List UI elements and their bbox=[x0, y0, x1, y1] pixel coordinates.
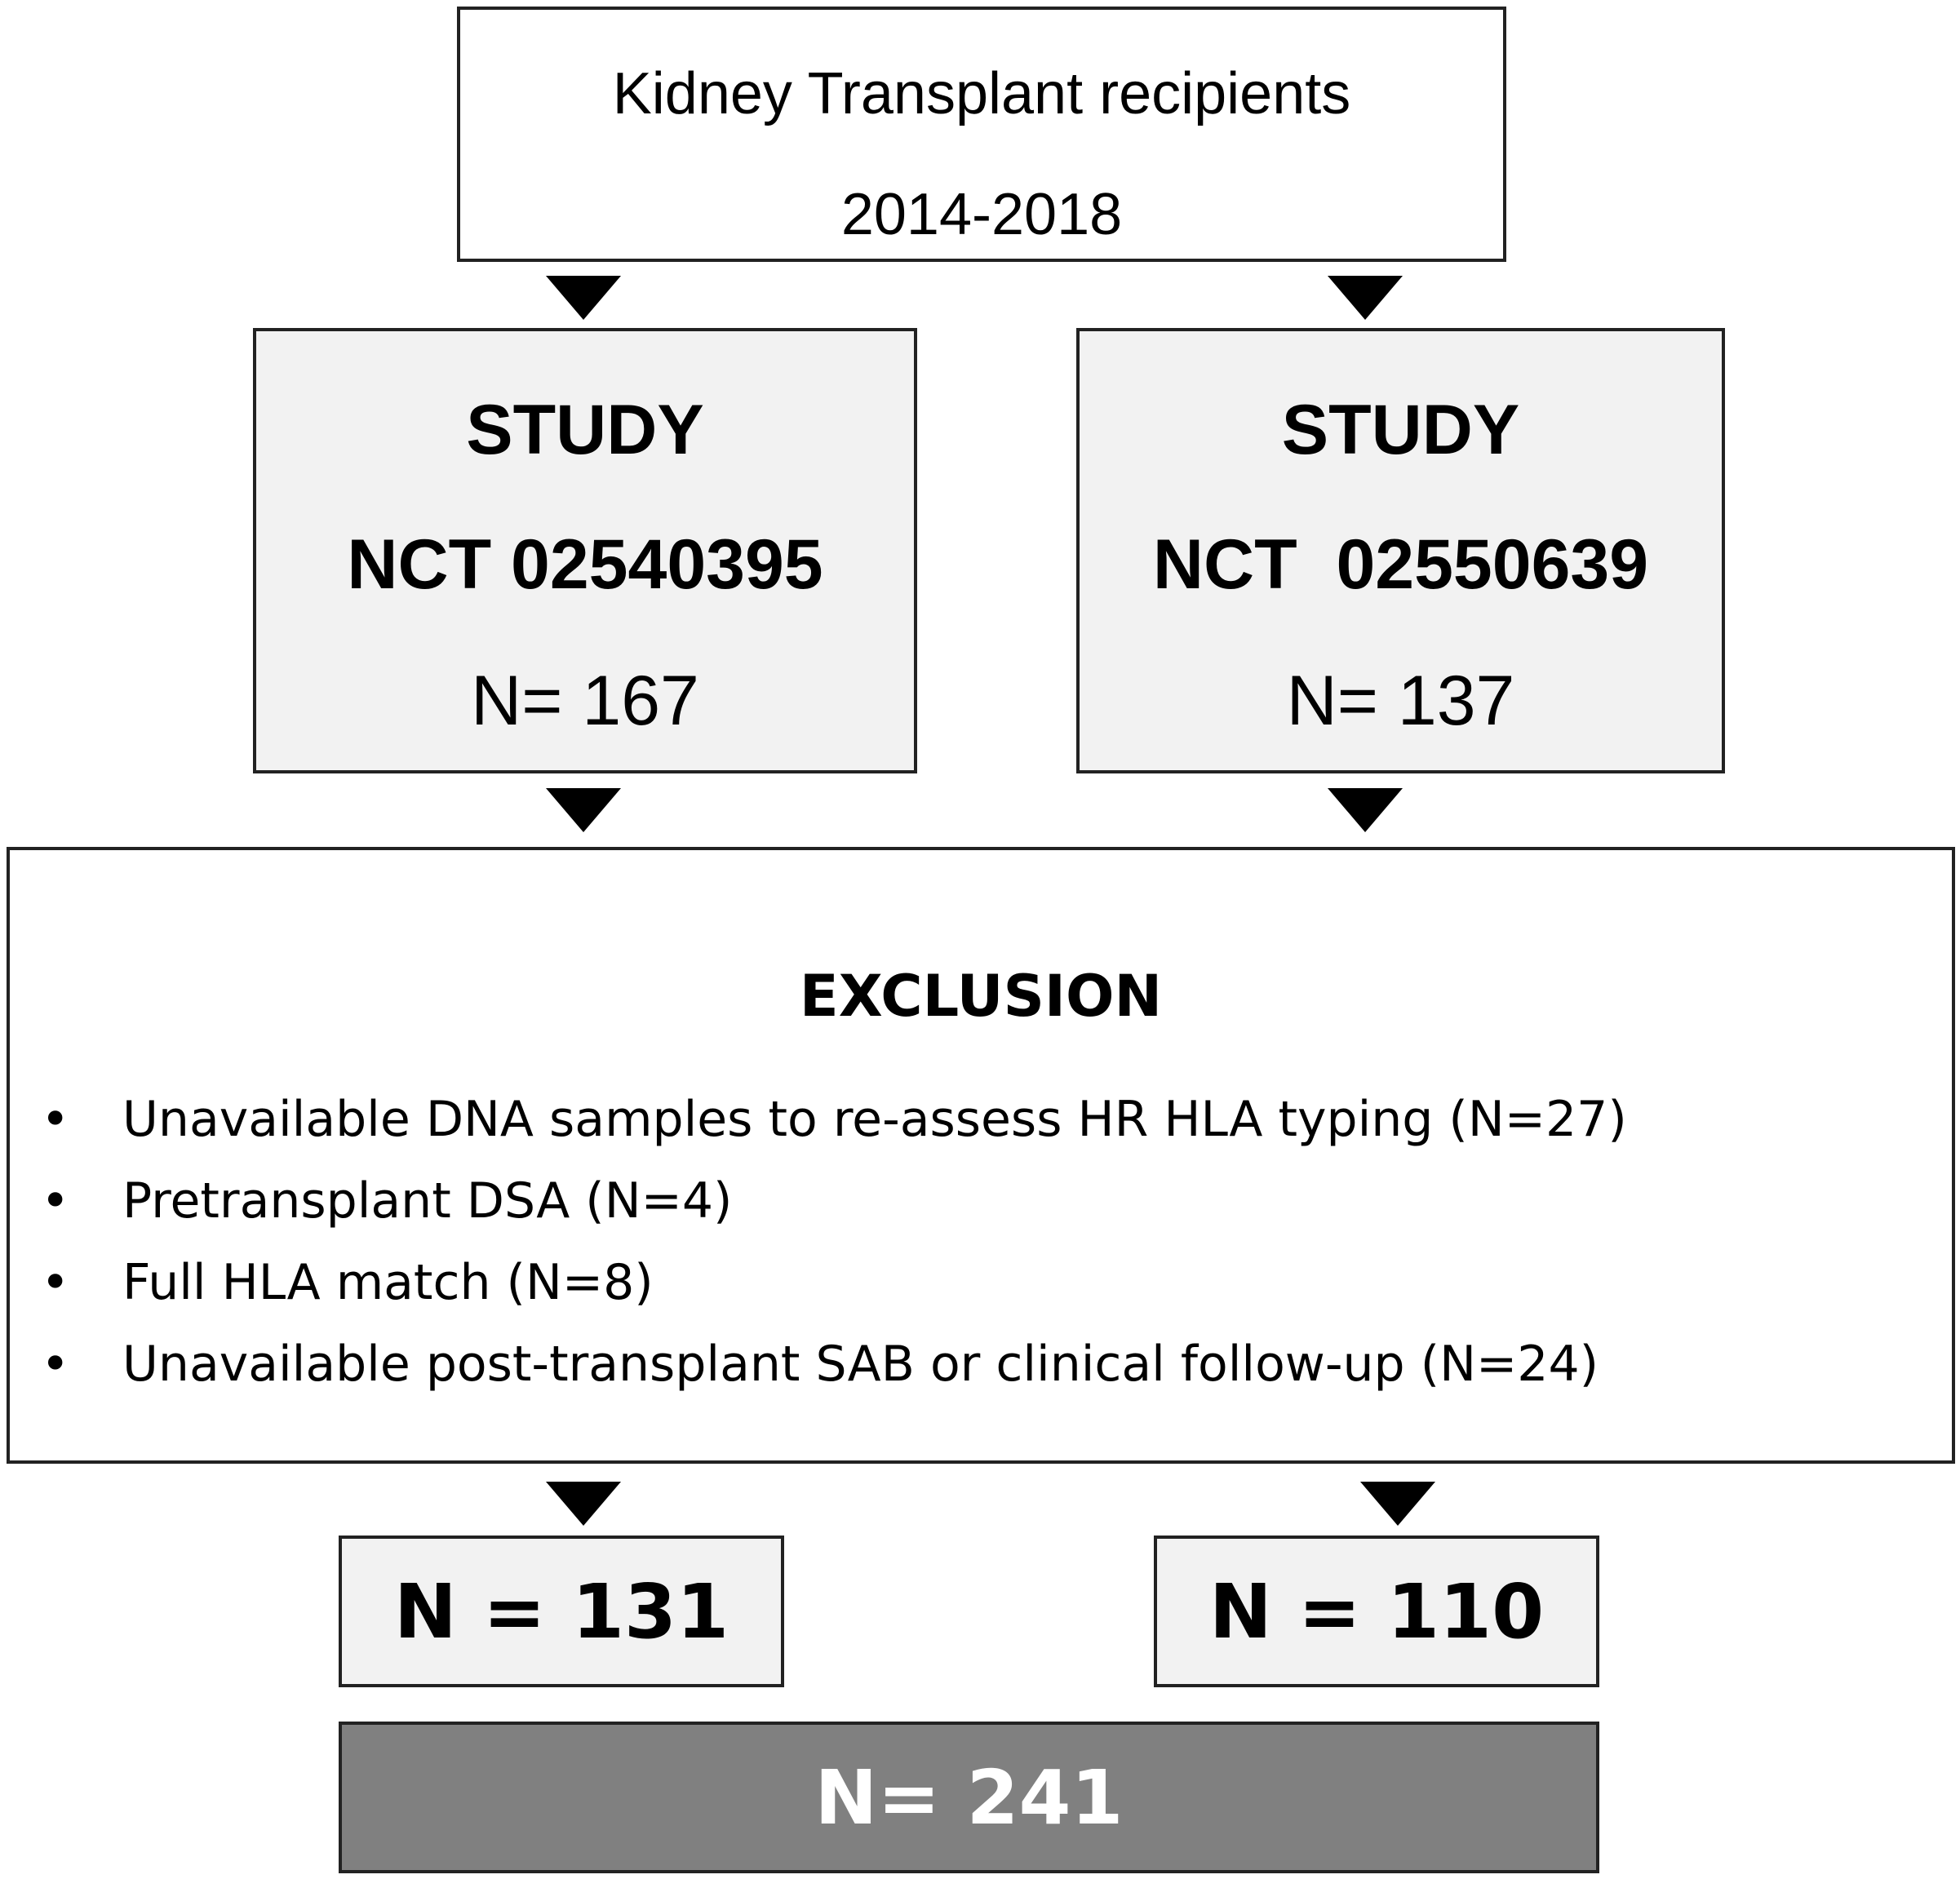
recipients-period: 2014-2018 bbox=[840, 182, 1123, 247]
result-count: N = 110 bbox=[1208, 1567, 1545, 1655]
result-box-right bbox=[1154, 1536, 1599, 1687]
study-box-left bbox=[253, 328, 917, 773]
arrow-down-icon bbox=[546, 1482, 621, 1526]
list-item bbox=[10, 1079, 1627, 1160]
total-box bbox=[339, 1722, 1599, 1873]
study-count: N= 137 bbox=[1286, 662, 1515, 740]
exclusion-list bbox=[10, 1079, 1627, 1405]
exclusion-item-label: Unavailable post-transplant SAB or clinical follow-up (N=24) bbox=[122, 1336, 1599, 1393]
study-box-right bbox=[1076, 328, 1725, 773]
arrow-down-icon bbox=[1360, 1482, 1435, 1526]
bullet-icon: • bbox=[41, 1336, 70, 1393]
list-item bbox=[10, 1160, 1627, 1242]
exclusion-item-label: Unavailable DNA samples to re-assess HR HLA typing (N=27) bbox=[122, 1091, 1627, 1148]
study-id: NCT 02540395 bbox=[347, 525, 823, 604]
recipients-box bbox=[457, 7, 1506, 262]
arrow-down-icon bbox=[546, 788, 621, 832]
exclusion-item-label: Full HLA match (N=8) bbox=[122, 1254, 654, 1311]
exclusion-box bbox=[7, 847, 1955, 1464]
study-title: STUDY bbox=[466, 391, 704, 469]
total-count: N= 241 bbox=[814, 1753, 1124, 1841]
study-count: N= 167 bbox=[471, 662, 699, 740]
bullet-icon: • bbox=[41, 1091, 70, 1148]
result-count: N = 131 bbox=[393, 1567, 729, 1655]
exclusion-title: EXCLUSION bbox=[799, 963, 1163, 1030]
recipients-label: Kidney Transplant recipients bbox=[612, 61, 1351, 126]
arrow-down-icon bbox=[546, 276, 621, 320]
exclusion-item-label: Pretransplant DSA (N=4) bbox=[122, 1172, 733, 1230]
arrow-down-icon bbox=[1328, 276, 1403, 320]
result-box-left bbox=[339, 1536, 784, 1687]
bullet-icon: • bbox=[41, 1254, 70, 1311]
study-title: STUDY bbox=[1281, 391, 1520, 469]
bullet-icon: • bbox=[41, 1172, 70, 1230]
arrow-down-icon bbox=[1328, 788, 1403, 832]
list-item bbox=[10, 1323, 1627, 1405]
study-id: NCT 02550639 bbox=[1152, 525, 1649, 604]
list-item bbox=[10, 1242, 1627, 1323]
